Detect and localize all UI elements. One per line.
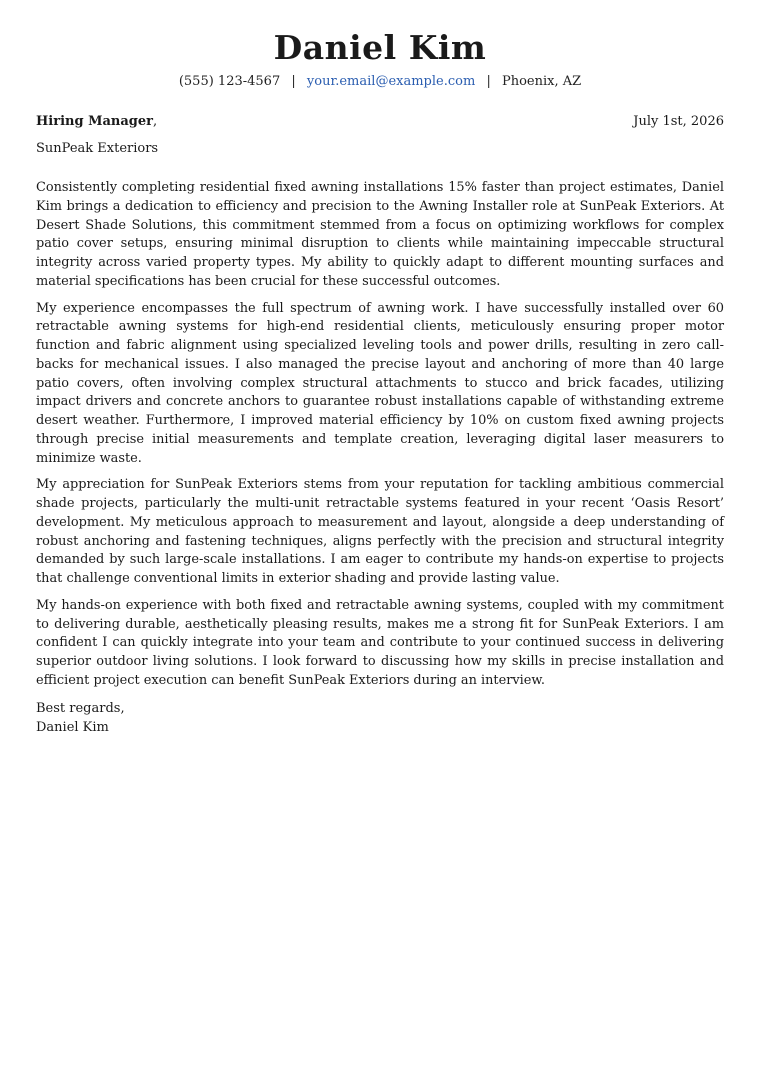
letter-body — [36, 179, 724, 691]
body-paragraph: My experience encompasses the full spectrum of awning work. I have successfully installed over 60 retractable awning systems for high-end residential clients, meticulously ensuring proper motor function and fabric alignment using specialized leveling tools and power drills, resulting in zero call-backs for mechanical issues. I also managed the precise layout and anchoring of more than 40 large patio covers, often involving complex structural attachments to stucco and brick facades, utilizing impact drivers and concrete anchors to guarantee robust installations capable of withstanding extreme desert weather. Furthermore, I improved material efficiency by 10% on custom fixed awning projects through precise initial measurements and template creation, leveraging digital laser measurers to minimize waste. — [36, 300, 724, 466]
signature-name: Daniel Kim — [36, 719, 109, 735]
recipient-line — [36, 113, 157, 131]
letter-closing — [36, 699, 724, 737]
contact-line — [36, 73, 724, 91]
closing-salutation: Best regards, — [36, 700, 125, 716]
recipient-company: SunPeak Exteriors — [36, 141, 159, 156]
body-paragraph: My hands-on experience with both fixed and retractable awning systems, coupled with my commitment to delivering durable, aesthetically pleasing results, makes me a strong fit for SunPeak Exteriors. I am confident I can quickly integrate into your team and contribute to your continued success in delivering superior outdoor living solutions. I look forward to discussing how my skills in precise installation and efficient project execution can benefit SunPeak Exteriors during an interview. — [36, 597, 724, 688]
contact-separator: | — [291, 74, 296, 89]
recipient-row — [36, 113, 724, 131]
body-paragraph: Consistently completing residential fixed awning installations 15% faster than project estimates, Daniel Kim brings a dedication to efficiency and precision to the Awning Installer role at SunPeak Exteriors. At Desert Shade Solutions, this commitment stemmed from a focus on optimizing workflows for complex patio cover setups, ensuring minimal disruption to clients while maintaining impeccable structural integrity across varied property types. My ability to quickly adapt to different mounting surfaces and material specifications has been crucial for these successful outcomes. — [36, 180, 724, 289]
letter-date: July 1st, 2026 — [633, 114, 724, 129]
recipient-comma: , — [152, 114, 158, 129]
location: Phoenix, AZ — [501, 74, 582, 89]
contact-separator: | — [486, 74, 491, 89]
phone-number: (555) 123-4567 — [178, 74, 281, 89]
recipient-title: Hiring Manager — [36, 114, 153, 129]
email-link[interactable]: your.email@example.com — [306, 74, 476, 89]
applicant-name: Daniel Kim — [273, 28, 487, 67]
body-paragraph: My appreciation for SunPeak Exteriors stems from your reputation for tackling ambitious commercial shade projects, particularly the multi-unit retractable systems featured in your recent ‘Oasis Resort’ development. My meticulous approach to measurement and layout, alongside a deep understanding of robust anchoring and fastening techniques, aligns perfectly with the precision and structural integrity demanded by such large-scale installations. I am eager to contribute my hands-on expertise to projects that challenge conventional limits in exterior shading and provide lasting value. — [36, 477, 724, 586]
